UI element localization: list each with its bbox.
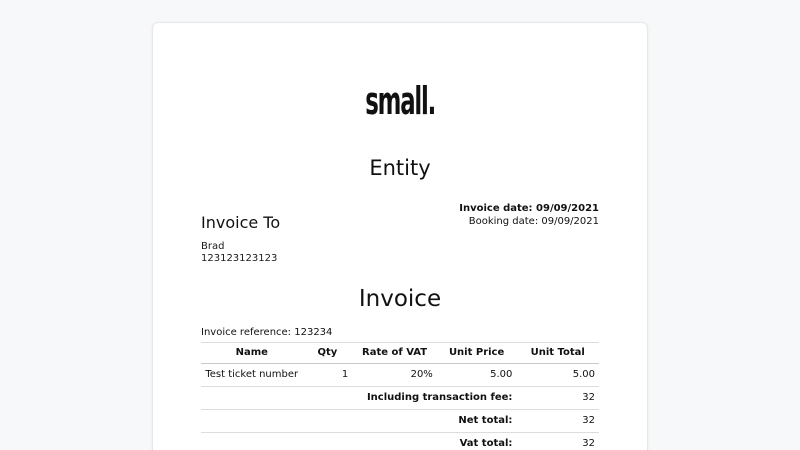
dates-block	[459, 203, 599, 228]
line-items-table	[201, 342, 599, 450]
net-total-value: 32	[516, 410, 599, 433]
transaction-fee-label: Including transaction fee:	[201, 387, 516, 410]
col-header-unit-total: Unit Total	[516, 343, 599, 364]
brand-logo-wrap	[201, 81, 599, 121]
item-unit-price: 5.00	[437, 364, 517, 387]
col-header-rate-of-vat: Rate of VAT	[352, 343, 437, 364]
customer-phone: 123123123123	[201, 253, 278, 264]
invoice-title: Invoice	[358, 286, 442, 312]
vat-total-row	[201, 433, 599, 450]
invoice-reference: Invoice reference: 123234	[201, 327, 333, 338]
transaction-fee-value: 32	[516, 387, 599, 410]
booking-date: Booking date: 09/09/2021	[468, 215, 599, 227]
customer-name: Brad	[201, 241, 225, 252]
invoice-date: Invoice date: 09/09/2021	[459, 203, 599, 214]
item-name: Test ticket number	[201, 364, 302, 387]
vat-total-label: Vat total:	[201, 433, 516, 450]
transaction-fee-row	[201, 387, 599, 410]
net-total-row	[201, 410, 599, 433]
item-rate-of-vat: 20%	[352, 364, 437, 387]
vat-total-value: 32	[516, 433, 599, 450]
col-header-unit-price: Unit Price	[437, 343, 517, 364]
invoice-to-heading: Invoice To	[201, 213, 281, 232]
invoice-card	[152, 22, 648, 450]
item-unit-total: 5.00	[516, 364, 599, 387]
invoice-to-block	[201, 203, 280, 265]
parties-row	[201, 203, 599, 265]
item-qty: 1	[302, 364, 352, 387]
table-header-row	[201, 343, 599, 364]
entity-heading: Entity	[369, 156, 431, 180]
col-header-qty: Qty	[302, 343, 352, 364]
col-header-name: Name	[201, 343, 302, 364]
table-row	[201, 364, 599, 387]
net-total-label: Net total:	[201, 410, 516, 433]
brand-logo: small.	[365, 79, 435, 123]
